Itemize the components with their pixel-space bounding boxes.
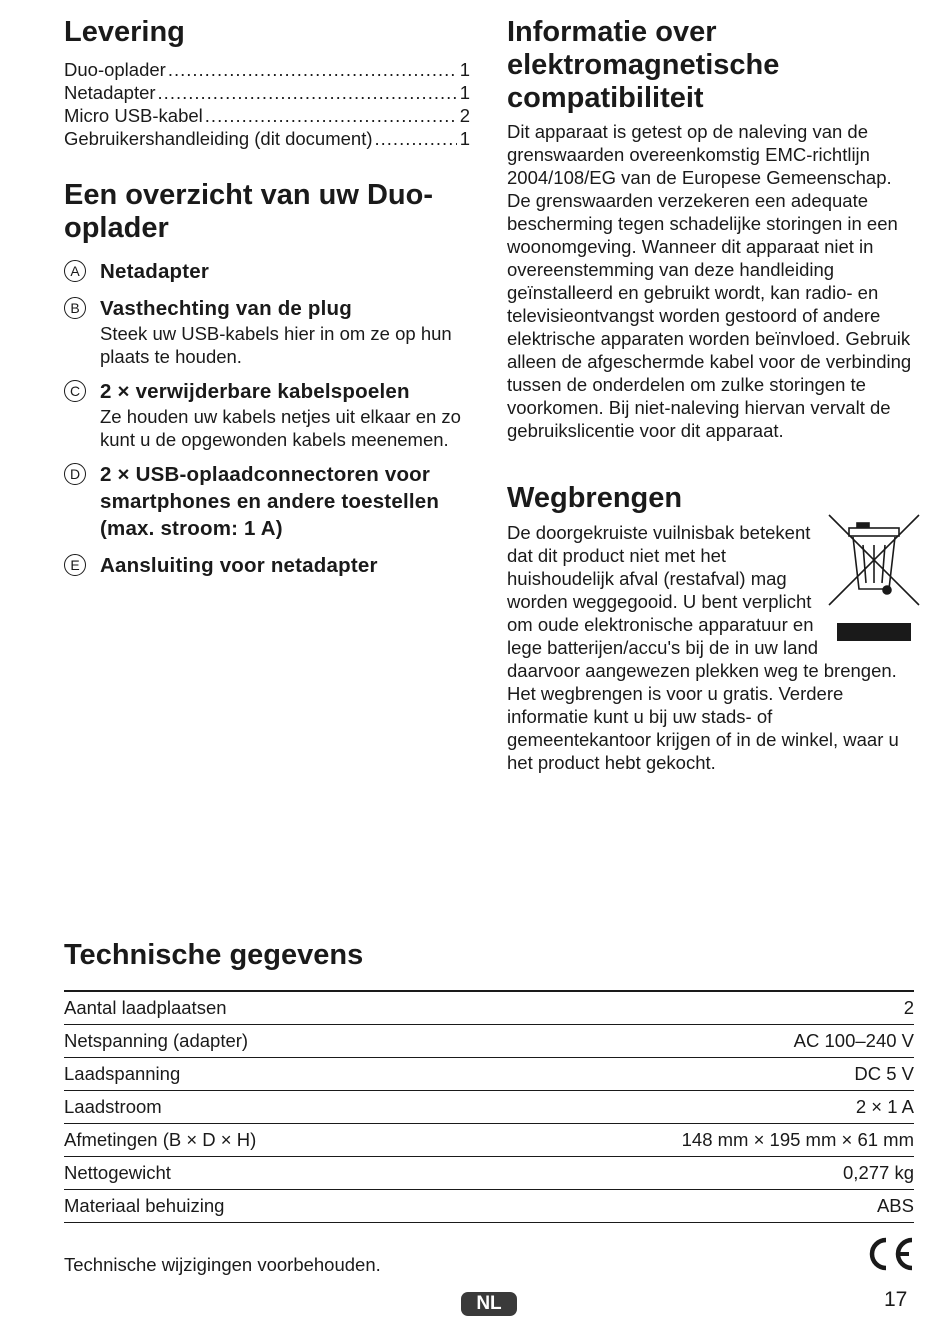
table-row	[64, 1024, 914, 1057]
ce-mark-icon	[866, 1235, 916, 1273]
table-row	[64, 1123, 914, 1156]
delivery-item-qty: 1	[459, 82, 470, 103]
delivery-item-qty: 1	[459, 128, 470, 149]
part-item	[64, 258, 470, 285]
dot-leader	[158, 81, 457, 104]
part-title: Netadapter	[100, 260, 210, 283]
crossed-out-wheelie-bin-icon	[827, 513, 923, 643]
part-item	[64, 378, 470, 451]
spec-value: 148 mm × 195 mm × 61 mm	[471, 1123, 915, 1156]
table-row	[64, 1189, 914, 1222]
left-column	[64, 16, 470, 589]
delivery-item-name: Duo-oplader	[64, 59, 166, 80]
language-badge: NL	[461, 1292, 517, 1316]
delivery-item-name: Netadapter	[64, 82, 156, 103]
technical-heading: Technische gegevens	[64, 939, 364, 971]
delivery-list	[64, 58, 470, 150]
delivery-item-name: Gebruikershandleiding (dit document)	[64, 128, 373, 149]
spec-label: Netspanning (adapter)	[64, 1024, 471, 1057]
page-number: 17	[884, 1288, 908, 1311]
spec-label: Materiaal behuizing	[64, 1189, 471, 1222]
dot-leader	[375, 127, 457, 150]
technical-table	[64, 990, 914, 1223]
delivery-item	[64, 127, 470, 150]
circled-letter-a-icon: A	[64, 260, 86, 282]
dot-leader	[205, 104, 457, 127]
disposal-heading: Wegbrengen	[507, 482, 683, 514]
part-title: 2 × verwijderbare kabelspoelen	[100, 380, 410, 403]
disposal-paragraph: De doorgekruiste vuilnisbak betekent dat dit product niet met het huishoudelijk afval (restafval) mag worden weggegooid. U bent verplicht om oude elektronische apparatuur en lege batterijen/accu's bij de in uw land daarvoor aangewezen plekken weg te brengen. Het wegbrengen is voor u gratis. Verdere informatie kunt u bij uw stads- of gemeentekantoor krijgen of in de winkel, waar u het product hebt gekocht.	[507, 522, 899, 773]
spec-label: Laadstroom	[64, 1090, 471, 1123]
part-item	[64, 295, 470, 368]
circled-letter-c-icon: C	[64, 380, 86, 402]
emc-paragraph: Dit apparaat is getest op de naleving van de grenswaarden overeenkomstig EMC-richtlijn 2004/108/EG van de Europese Gemeenschap. De grenswaarden verzekeren een adequate bescherming tegen schadelijke storingen in een woonomgeving. Wanneer dit apparaat niet in overeenstemming van deze handleiding geïnstalleerd en gebruikt wordt, kan radio- en televisieontvangst worden gestoord of andere elektrische apparaten worden beïnvloed. Gebruik alleen de afgeschermde kabel voor de verbinding tussen de onderdelen om zulke storingen te voorkomen. Bij niet-naleving hiervan vervalt de gebruikslicentie voor dit apparaat.	[507, 121, 912, 441]
delivery-item-qty: 2	[459, 105, 470, 126]
part-title: Aansluiting voor netadapter	[100, 554, 378, 577]
delivery-item-qty: 1	[459, 59, 470, 80]
circled-letter-b-icon: B	[64, 297, 86, 319]
part-item	[64, 461, 470, 542]
spec-label: Nettogewicht	[64, 1156, 471, 1189]
parts-list	[64, 258, 470, 579]
spec-value: DC 5 V	[471, 1057, 915, 1090]
part-title: Vasthechting van de plug	[100, 297, 352, 320]
delivery-item	[64, 104, 470, 127]
table-row	[64, 1057, 914, 1090]
delivery-item	[64, 58, 470, 81]
spec-label: Afmetingen (B × D × H)	[64, 1123, 471, 1156]
delivery-item	[64, 81, 470, 104]
emc-heading: Informatie over elektromagnetische compatibiliteit	[507, 16, 780, 114]
circled-letter-d-icon: D	[64, 463, 86, 485]
table-row	[64, 1090, 914, 1123]
table-row	[64, 991, 914, 1024]
spec-label: Laadspanning	[64, 1057, 471, 1090]
technical-note: Technische wijzigingen voorbehouden.	[64, 1254, 381, 1275]
dot-leader	[168, 58, 457, 81]
table-row	[64, 1156, 914, 1189]
part-title: 2 × USB-oplaadconnectoren voor smartphones en andere toestellen (max. stroom: 1 A)	[100, 463, 440, 540]
spec-label: Aantal laadplaatsen	[64, 991, 471, 1024]
part-description: Steek uw USB-kabels hier in om ze op hun plaats te houden.	[100, 323, 452, 367]
overview-heading: Een overzicht van uw Duo-oplader	[64, 179, 433, 244]
part-description: Ze houden uw kabels netjes uit elkaar en zo kunt u de opgewonden kabels meenemen.	[100, 406, 461, 450]
delivery-item-name: Micro USB-kabel	[64, 105, 203, 126]
delivery-heading: Levering	[64, 16, 185, 48]
circled-letter-e-icon: E	[64, 554, 86, 576]
spec-value: ABS	[471, 1189, 915, 1222]
spec-value: 2	[471, 991, 915, 1024]
disposal-section	[507, 521, 917, 774]
part-item	[64, 552, 470, 579]
spec-value: AC 100–240 V	[471, 1024, 915, 1057]
right-column	[507, 16, 917, 774]
spec-value: 2 × 1 A	[471, 1090, 915, 1123]
spec-value: 0,277 kg	[471, 1156, 915, 1189]
